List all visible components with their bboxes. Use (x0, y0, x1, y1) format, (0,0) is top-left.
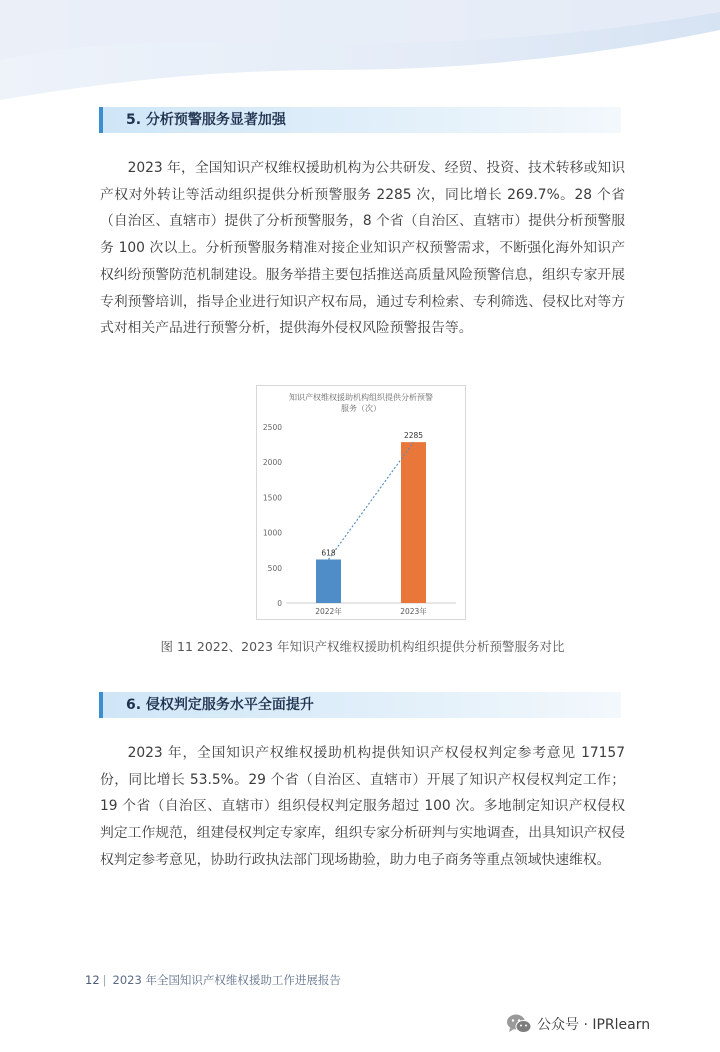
y-tick-label: 0 (277, 599, 282, 608)
section-5-title: 5. 分析预警服务显著加强 (126, 112, 286, 128)
section-5-header (99, 107, 621, 133)
footer-report-title: 2023 年全国知识产权维权援助工作进展报告 (112, 973, 341, 987)
watermark-text: 公众号 · IPRlearn (537, 1017, 651, 1033)
section-accent-bar (99, 692, 103, 718)
page-number: 12 (85, 973, 100, 987)
section-6-paragraph: 2023 年，全国知识产权维权援助机构提供知识产权侵权判定参考意见 17157 份，同比增长 53.5%。29 个省（自治区、直辖市）开展了知识产权侵权判定工作；19 个省（自治区、直辖市）组织侵权判定服务超过 100 次。多地制定知识产权侵权判定工作规范，组建侵权判定专家库，组织专家分析研判与实地调查，出具知识产权侵权判定参考意见，协助行政执法部门现场勘验，助力电子商务等重点领域快速维权。 (100, 745, 625, 868)
y-tick-label: 1000 (262, 528, 282, 538)
chart-title-line2: 服务（次） (341, 404, 381, 413)
bar-2023年 (401, 442, 426, 603)
wechat-icon (506, 1013, 532, 1035)
section-6-header (99, 692, 621, 718)
y-tick-label: 2000 (262, 458, 282, 468)
footer-separator: | (102, 973, 107, 987)
bar-2022年 (316, 559, 341, 603)
page-footer (85, 972, 341, 988)
watermark (506, 1011, 650, 1037)
data-label: 618 (321, 548, 336, 558)
section-accent-bar (99, 107, 103, 133)
y-tick-label: 500 (267, 563, 282, 573)
section-5-paragraph: 2023 年，全国知识产权维权援助机构为公共研发、经贸、投资、技术转移或知识产权对外转让等活动组织提供分析预警服务 2285 次，同比增长 269.7%。28 个省（自治区、直辖市）提供了分析预警服务，8 个省（自治区、直辖市）提供分析预警服务 100 次以上。分析预警服务精准对接企业知识产权预警需求，不断强化海外知识产权纠纷预警防范机制建设。服务举措主要包括推送高质量风险预警信息，组织专家开展专利预警培训，指导企业进行知识产权布局，通过专利检索、专利筛选、侵权比对等方式对相关产品进行预警分析，提供海外侵权风险预警报告等。 (100, 160, 625, 337)
x-tick-label: 2022年 (315, 607, 342, 616)
figure-caption: 图 11 2022、2023 年知识产权维权援助机构组织提供分析预警服务对比 (160, 639, 565, 654)
y-tick-label: 1500 (262, 493, 282, 503)
data-label: 2285 (403, 431, 424, 441)
header-wave-decoration (0, 0, 720, 110)
section-6-title: 6. 侵权判定服务水平全面提升 (126, 697, 314, 713)
y-tick-label: 2500 (262, 423, 282, 432)
x-tick-label: 2023年 (400, 607, 427, 616)
bar-chart (256, 385, 466, 625)
chart-title-line1: 知识产权维权援助机构组织提供分析预警 (289, 393, 433, 402)
chart-svg (256, 385, 466, 625)
chart-frame (257, 386, 466, 620)
